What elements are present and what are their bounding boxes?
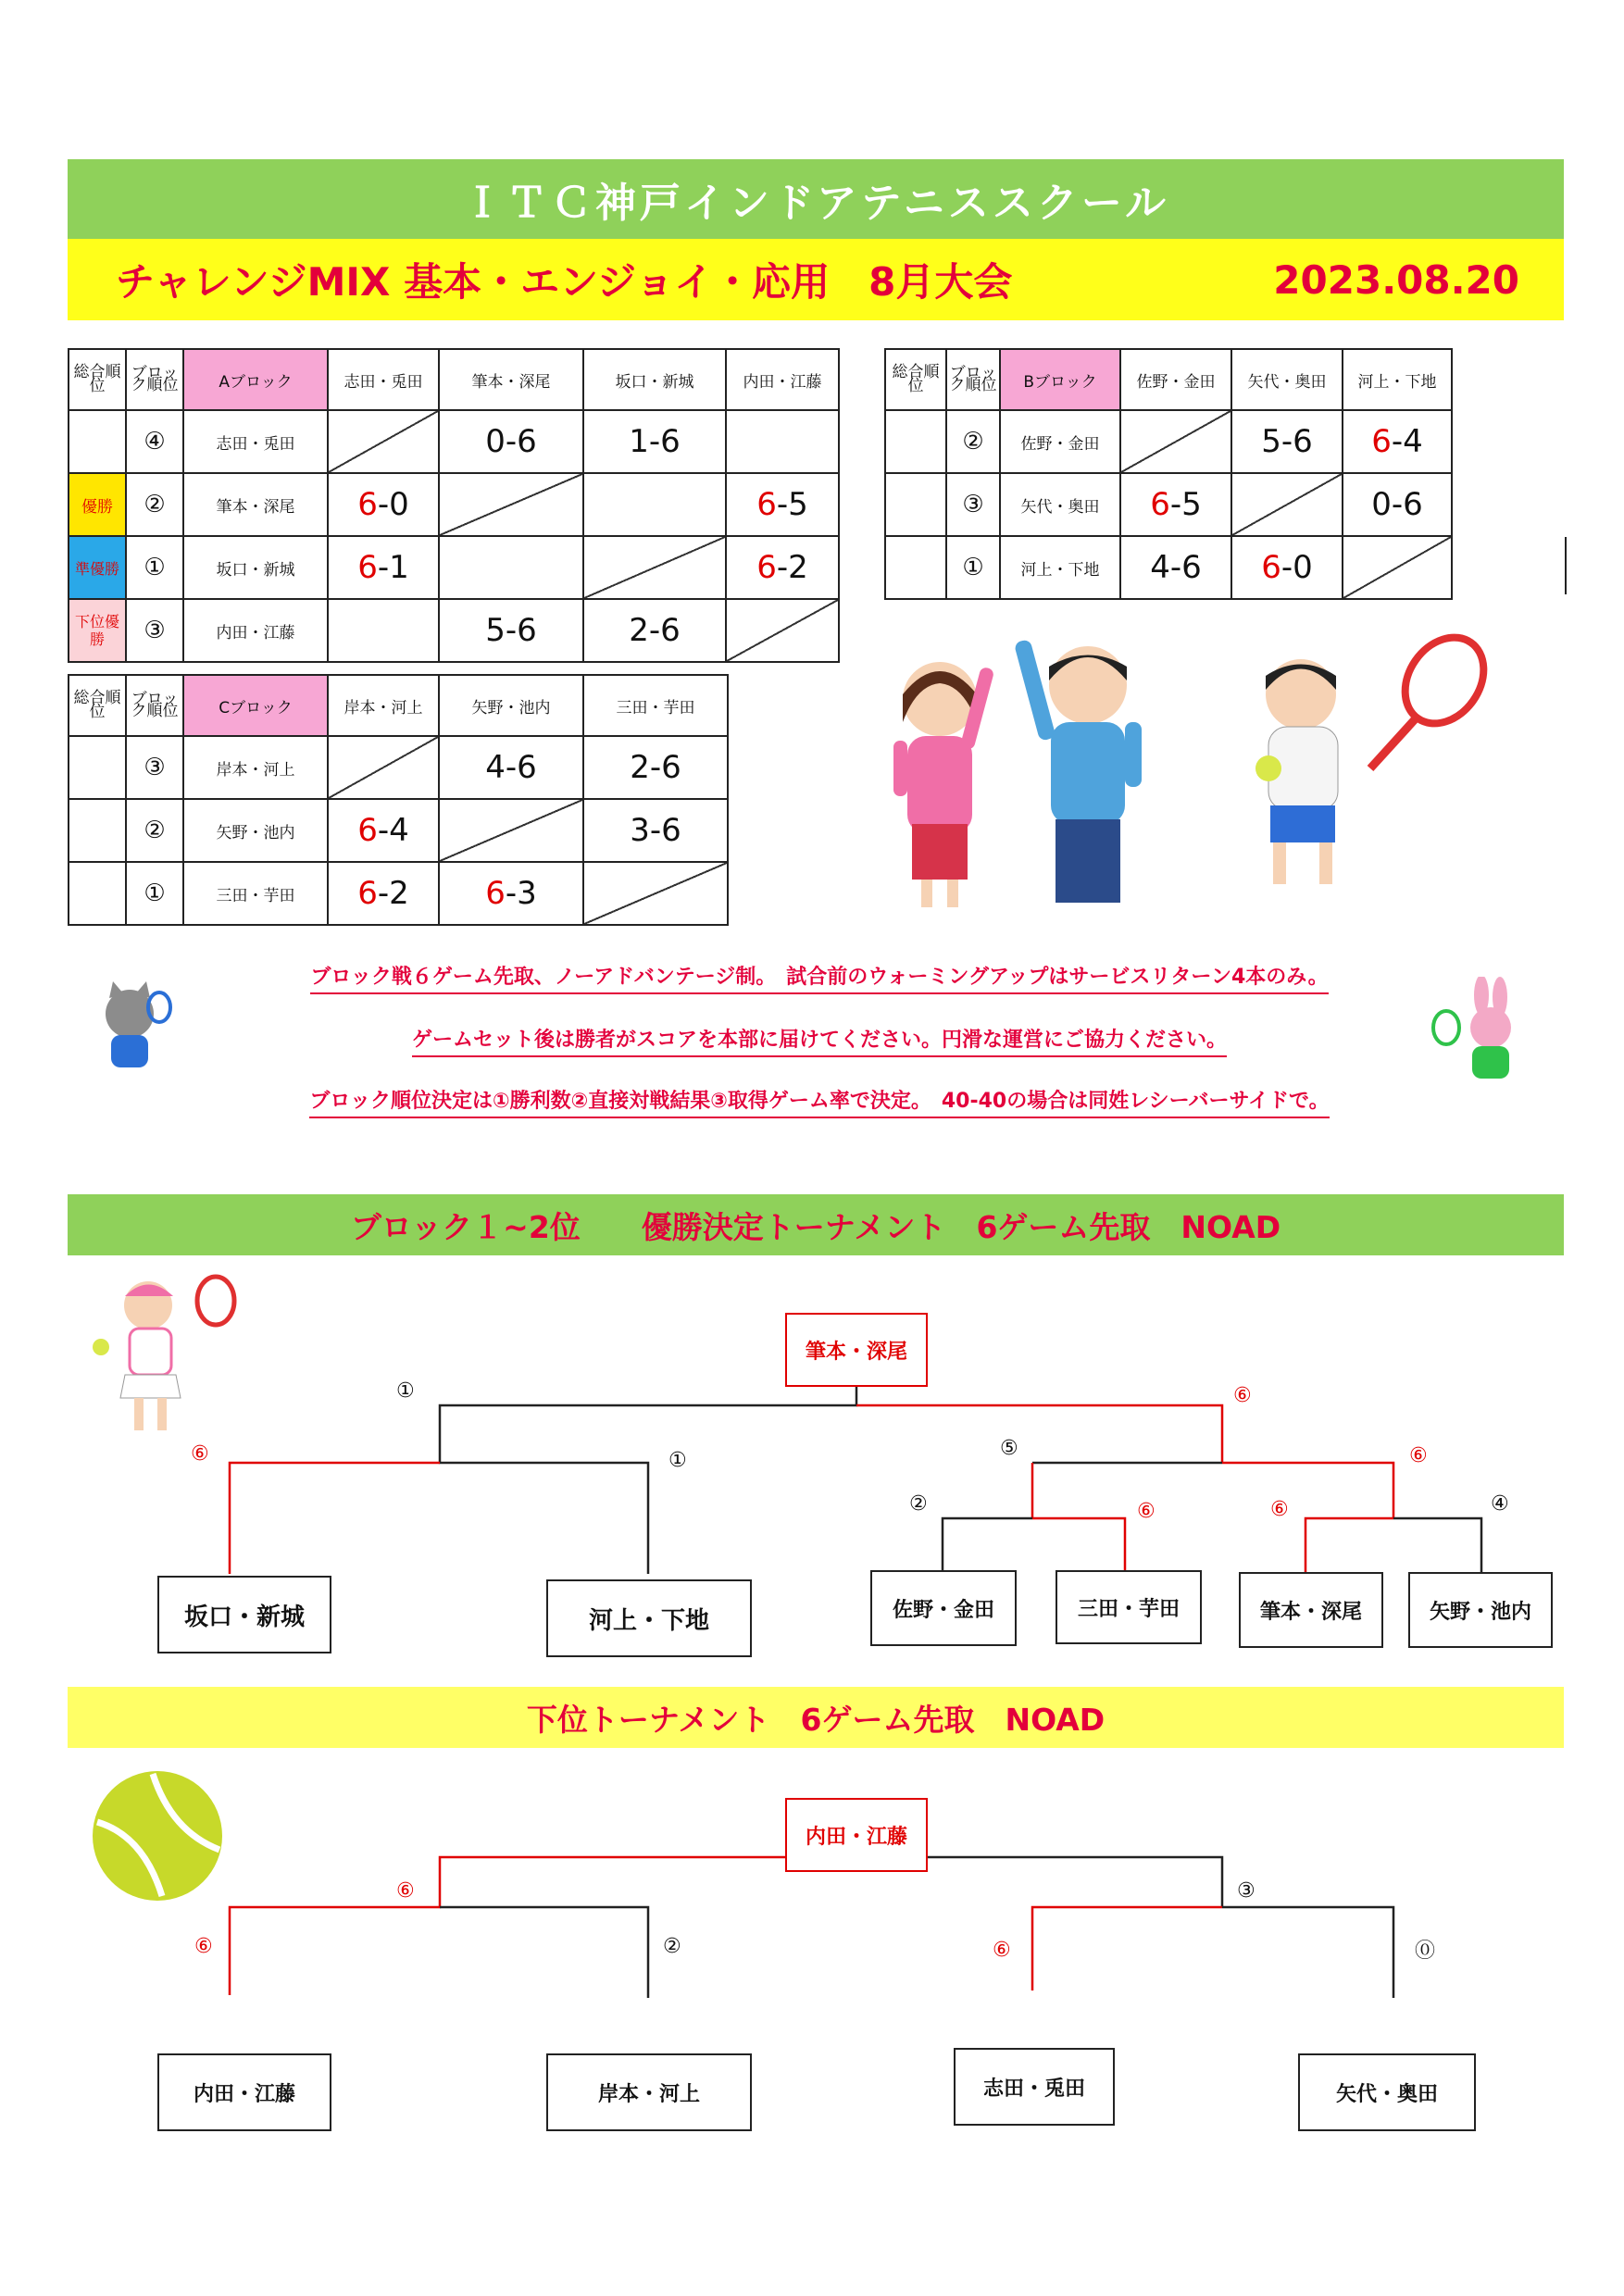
- award-cell: 準優勝: [69, 536, 126, 599]
- score-rest: 0-6: [1371, 486, 1423, 523]
- rule-note-text: ブロック順位決定は①勝利数②直接対戦結果③取得ゲーム率で決定。 40-40の場合は同姓レシーバーサイドで。: [309, 1090, 1329, 1118]
- score-label: ⓪: [1415, 1940, 1436, 1963]
- player-box: [157, 2053, 331, 2131]
- block-name: Aブロック: [183, 349, 328, 410]
- score-label: ⑥: [1270, 1498, 1289, 1521]
- score-rest: 0-6: [485, 423, 537, 460]
- player-box: [954, 2048, 1115, 2126]
- score-rest: 1-6: [629, 423, 681, 460]
- main-tournament-banner: [68, 1194, 1564, 1255]
- column-header: 矢野・池内: [439, 675, 583, 736]
- score-win: 6: [357, 812, 378, 849]
- block-c-table: [68, 674, 729, 926]
- school-title: ＩＴＣ神戸インドアテニススクール: [461, 180, 1170, 227]
- rule-note: [213, 961, 1426, 990]
- score-cell: [328, 473, 439, 536]
- award-cell: [69, 736, 126, 799]
- score-rest: -1: [377, 549, 409, 586]
- player-name: 内田・江藤: [193, 2082, 295, 2106]
- award-cell: 優勝: [69, 473, 126, 536]
- column-header: 内田・江藤: [726, 349, 839, 410]
- table-row: [69, 799, 728, 862]
- score-rest: -4: [1391, 423, 1423, 460]
- score-label: ⑤: [1000, 1437, 1018, 1460]
- score-cell: [583, 736, 728, 799]
- event-title: チャレンジMIX 基本・エンジョイ・応用 8月大会: [116, 259, 1013, 305]
- tennis-player-figure: [1255, 630, 1500, 884]
- score-cell: [583, 799, 728, 862]
- rank-cell: ④: [126, 410, 183, 473]
- score-cell: [328, 799, 439, 862]
- pair-cell: 矢代・奥田: [1000, 473, 1120, 536]
- man-figure: [1014, 639, 1142, 903]
- champion-box: [785, 1313, 928, 1387]
- table-row: [69, 736, 728, 799]
- score-rest: -0: [1280, 549, 1313, 586]
- rule-note-text: ブロック戦６ゲーム先取、ノーアドバンテージ制。 試合前のウォーミングアップはサービスリターン4本のみ。: [310, 966, 1328, 994]
- player-box: [1408, 1572, 1553, 1648]
- column-header: 志田・兎田: [328, 349, 439, 410]
- rank-cell: ②: [126, 473, 183, 536]
- block-b-table: [884, 348, 1453, 600]
- score-rest: 4-6: [485, 749, 537, 786]
- score-label: ⑥: [993, 1939, 1011, 1962]
- rank-cell: ③: [126, 599, 183, 662]
- main-tournament-title: ブロック１~2位 優勝決定トーナメント 6ゲーム先取 NOAD: [350, 1208, 1281, 1245]
- lower-champion-name: 内田・江藤: [805, 1825, 907, 1849]
- score-label: ⑥: [1409, 1444, 1428, 1467]
- player-name: 坂口・新城: [183, 1603, 305, 1631]
- rule-note: [213, 1024, 1426, 1053]
- pair-cell: 内田・江藤: [183, 599, 328, 662]
- score-label: ②: [663, 1935, 681, 1958]
- score-rest: 5-6: [485, 612, 537, 649]
- empty-cell: [583, 473, 726, 536]
- score-win: 6: [756, 549, 777, 586]
- score-rest: 3-6: [630, 812, 681, 849]
- score-cell: [1231, 410, 1343, 473]
- score-cell: [1231, 536, 1343, 599]
- self-match-cell: [439, 799, 583, 862]
- column-header: 岸本・河上: [328, 675, 439, 736]
- award-cell: 下位優勝: [69, 599, 126, 662]
- player-name: 矢野・池内: [1429, 1600, 1531, 1624]
- score-win: 6: [1261, 549, 1281, 586]
- rule-note: [213, 1085, 1426, 1114]
- table-row: [69, 862, 728, 925]
- pair-cell: 坂口・新城: [183, 536, 328, 599]
- column-header: 筆本・深尾: [439, 349, 583, 410]
- score-label: ①: [668, 1449, 687, 1472]
- self-match-cell: [1343, 536, 1452, 599]
- woman-figure: [893, 662, 994, 907]
- table-row: [885, 473, 1452, 536]
- score-win: 6: [357, 486, 378, 523]
- rule-note-text: ゲームセット後は勝者がスコアを本部に届けてください。円滑な運営にご協力ください。: [412, 1029, 1227, 1057]
- score-cell: [1343, 473, 1452, 536]
- score-cell: [583, 599, 726, 662]
- block-rank-header: ブロック順位: [946, 349, 1000, 410]
- table-row: [69, 473, 839, 536]
- score-label: ⑥: [191, 1442, 209, 1466]
- award-cell: [69, 410, 126, 473]
- rank-cell: ③: [126, 736, 183, 799]
- pair-cell: 筆本・深尾: [183, 473, 328, 536]
- player-name: 岸本・河上: [597, 2082, 700, 2106]
- player-name: 志田・兎田: [982, 2077, 1085, 2101]
- score-label: ②: [909, 1492, 928, 1516]
- self-match-cell: [726, 599, 839, 662]
- score-rest: -0: [377, 486, 409, 523]
- player-name: 三田・芋田: [1077, 1597, 1180, 1621]
- score-rest: -5: [776, 486, 808, 523]
- score-win: 6: [357, 549, 378, 586]
- rank-cell: ①: [946, 536, 1000, 599]
- rabbit-mascot-icon: [1426, 977, 1537, 1097]
- lower-tournament-title: 下位トーナメント 6ゲーム先取 NOAD: [526, 1701, 1106, 1738]
- score-label: ⑥: [1233, 1384, 1252, 1407]
- score-cell: [1343, 410, 1452, 473]
- award-cell: [69, 862, 126, 925]
- score-rest: 5-6: [1261, 423, 1313, 460]
- player-name: 矢代・奥田: [1335, 2082, 1438, 2106]
- rank-cell: ②: [946, 410, 1000, 473]
- pair-cell: 岸本・河上: [183, 736, 328, 799]
- score-rest: 2-6: [630, 749, 681, 786]
- score-rest: -3: [505, 875, 537, 912]
- lower-tournament-banner: [68, 1687, 1564, 1748]
- score-cell: [1120, 473, 1231, 536]
- score-win: 6: [485, 875, 506, 912]
- score-cell: [439, 410, 583, 473]
- divider: [1565, 537, 1567, 594]
- school-title-banner: [68, 159, 1564, 239]
- player-box: [1056, 1570, 1202, 1644]
- column-header: 三田・芋田: [583, 675, 728, 736]
- self-match-cell: [1120, 410, 1231, 473]
- table-row: [885, 536, 1452, 599]
- event-date: 2023.08.20: [1273, 256, 1519, 303]
- pair-cell: 河上・下地: [1000, 536, 1120, 599]
- rank-cell: ①: [126, 862, 183, 925]
- score-cell: [583, 410, 726, 473]
- score-win: 6: [357, 875, 378, 912]
- self-match-cell: [328, 736, 439, 799]
- block-name: Cブロック: [183, 675, 328, 736]
- score-win: 6: [1150, 486, 1170, 523]
- table-row: [69, 536, 839, 599]
- pair-cell: 三田・芋田: [183, 862, 328, 925]
- score-label: ④: [1491, 1492, 1509, 1516]
- self-match-cell: [1231, 473, 1343, 536]
- player-box: [546, 2053, 752, 2131]
- score-label: ③: [1237, 1879, 1255, 1903]
- score-rest: -4: [377, 812, 409, 849]
- player-box: [870, 1570, 1017, 1646]
- score-win: 6: [1371, 423, 1392, 460]
- player-box: [157, 1576, 331, 1653]
- pair-cell: 佐野・金田: [1000, 410, 1120, 473]
- column-header: 河上・下地: [1343, 349, 1452, 410]
- column-header: 矢代・奥田: [1231, 349, 1343, 410]
- overall-rank-header: 総合順位: [69, 349, 126, 410]
- score-cell: [328, 862, 439, 925]
- score-rest: 4-6: [1150, 549, 1202, 586]
- block-rank-header: ブロック順位: [126, 349, 183, 410]
- score-rest: -2: [377, 875, 409, 912]
- award-cell: [885, 536, 946, 599]
- column-header: 坂口・新城: [583, 349, 726, 410]
- empty-cell: [328, 599, 439, 662]
- player-box: [1298, 2053, 1476, 2131]
- score-win: 6: [756, 486, 777, 523]
- self-match-cell: [583, 536, 726, 599]
- rank-cell: ②: [126, 799, 183, 862]
- cat-mascot-icon: [93, 981, 176, 1083]
- player-box: [1239, 1572, 1383, 1648]
- score-cell: [726, 536, 839, 599]
- column-header: 佐野・金田: [1120, 349, 1231, 410]
- score-label: ⑥: [396, 1879, 415, 1903]
- table-row: [69, 410, 839, 473]
- player-box: [546, 1579, 752, 1657]
- overall-rank-header: 総合順位: [69, 675, 126, 736]
- score-rest: -2: [776, 549, 808, 586]
- award-cell: [69, 799, 126, 862]
- empty-cell: [439, 536, 583, 599]
- score-cell: [439, 862, 583, 925]
- empty-cell: [726, 410, 839, 473]
- self-match-cell: [439, 473, 583, 536]
- award-cell: [885, 473, 946, 536]
- table-row: [69, 599, 839, 662]
- score-cell: [439, 599, 583, 662]
- score-cell: [1120, 536, 1231, 599]
- pair-cell: 矢野・池内: [183, 799, 328, 862]
- rank-cell: ①: [126, 536, 183, 599]
- player-name: 河上・下地: [588, 1606, 709, 1635]
- table-row: [885, 410, 1452, 473]
- player-name: 佐野・金田: [892, 1598, 994, 1622]
- cheering-people-illustration: [889, 630, 1518, 926]
- player-name: 筆本・深尾: [1259, 1600, 1362, 1624]
- block-a-table: [68, 348, 840, 663]
- award-cell: [885, 410, 946, 473]
- block-rank-header: ブロック順位: [126, 675, 183, 736]
- score-label: ⑥: [1137, 1500, 1156, 1523]
- event-title-banner: [68, 239, 1564, 320]
- score-cell: [726, 473, 839, 536]
- rank-cell: ③: [946, 473, 1000, 536]
- score-cell: [439, 736, 583, 799]
- champion-name: 筆本・深尾: [805, 1340, 907, 1364]
- block-name: Bブロック: [1000, 349, 1120, 410]
- score-label: ⑥: [194, 1935, 213, 1958]
- pair-cell: 志田・兎田: [183, 410, 328, 473]
- score-rest: 2-6: [629, 612, 681, 649]
- score-label: ①: [396, 1379, 415, 1403]
- self-match-cell: [328, 410, 439, 473]
- lower-champion-box: [785, 1798, 928, 1872]
- self-match-cell: [583, 862, 728, 925]
- score-cell: [328, 536, 439, 599]
- overall-rank-header: 総合順位: [885, 349, 946, 410]
- score-rest: -5: [1169, 486, 1202, 523]
